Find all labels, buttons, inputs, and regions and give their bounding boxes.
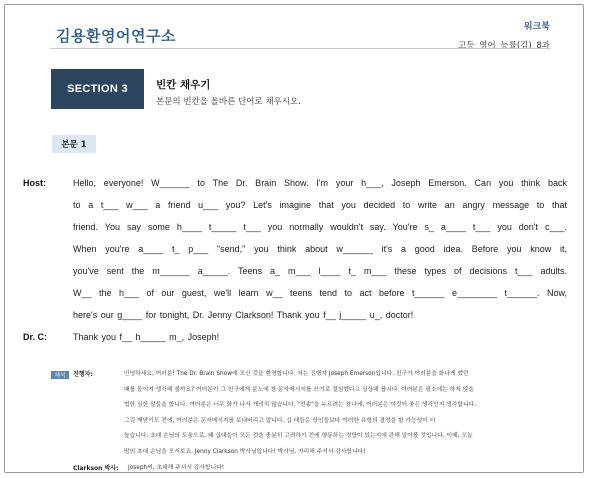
translation-text	[124, 367, 561, 461]
dialogue-line: friend. You say some h____ t_____ t___ you normally wouldn't say. You're s_ a____ t___ you don't c___.	[73, 222, 567, 232]
translation-entry-clarkson	[51, 461, 561, 477]
translation-entry-host	[51, 367, 561, 461]
worksheet-page	[4, 4, 584, 473]
translation-speaker: 진행자:	[73, 371, 93, 378]
dialogue-line: you've sent the m______ a_____. Teens a_ m___ l____ t_ m___ these types of decisions t___ adults.	[73, 266, 567, 276]
dialogue-text	[73, 326, 567, 348]
translation-line: 안녕하세요, 여러분! The Dr. Brain Show에 오신 것을 환영합니다. 저는 진행자 Joseph Emerson입니다. 친구가 여러분을 화나게 했던	[124, 371, 469, 377]
dialogue-passage	[15, 172, 567, 348]
section-badge: SECTION 3	[51, 69, 144, 109]
dialogue-line: Hello, everyone! W______ to The Dr. Brain Show. I'm your h___, Joseph Emerson. Can you think back	[73, 178, 567, 188]
translation-line: Joseph씨, 초대해 주셔서 감사합니다!	[128, 464, 225, 471]
translation-line: 그걸 깨닫기도 전에, 여러분은 문자메시지를 보내버리고 맙니다. 십 대들은 성인들보다 이러한 유형의 결정을 할 가능성이 더	[124, 417, 436, 424]
dialogue-line: to a t___ w___ a friend u___ you? Let's imagine that you decided to write an angry message to that	[73, 200, 567, 210]
translation-speaker: Clarkson 박사:	[73, 464, 119, 472]
course-label: 고등 영어 능률(김) 8과	[458, 41, 550, 51]
workbook-label: 워크북	[523, 22, 550, 32]
speaker-label: Host:	[23, 178, 46, 188]
dialogue-text	[73, 172, 567, 326]
translation-line: 법한 심한 말들을 합니다. 여러분은 너무 화가 나서 개의치 않습니다. "전송"을 누르려는 참나에, 여러분은 이것이 좋은 생각인지 생각합니다.	[124, 402, 477, 409]
dialogue-entry-host	[15, 172, 567, 326]
translation-line: 때를 돌이켜 생각해 볼까요? 여러분이 그 친구에게 분노에 찬 문자메시지를 쓰기로 결심했다고 상상해 봅시다. 여러분은 평소에는 하지 않을	[124, 386, 474, 393]
dialogue-line: here's our g____ for tonight, Dr. Jenny Clarkson! Thank you f__ j_____ u_, doctor!	[73, 310, 414, 320]
dialogue-line: When you're a____ t_ p___ "send," you think about w______ it's a good idea. Before you know it,	[73, 244, 567, 254]
header-divider	[50, 48, 551, 49]
translation-line: 밤의 초대 손님을 모셔보죠. Jenny Clarkson 박사님입니다! 박사님, 자리해 주셔서 감사합니다!	[124, 448, 366, 455]
section-title: 빈칸 채우기	[156, 79, 211, 91]
translation-badge: 해석	[51, 371, 69, 379]
dialogue-entry-dr-c	[15, 326, 567, 348]
header-info	[458, 19, 550, 51]
section-instruction: 본문의 빈칸을 올바른 단어로 채우시오.	[156, 97, 301, 107]
translation-block	[51, 367, 561, 476]
translation-line: 높습니다. 초대 손님의 도움으로, 왜 십대들이 모든 것을 충분히 고려하기 전에 행동하는 경향이 있는지에 관해 알아볼 것입니다. 이제, 오늘	[124, 433, 473, 440]
brand-logo-text: 김용환영어연구소	[56, 27, 176, 45]
dialogue-line: Thank you f__ h_____ m_, Joseph!	[73, 332, 220, 342]
passage-tag: 본문 1	[52, 135, 96, 153]
dialogue-line: W__ the h___ of our guest, we'll learn w__ teens tend to act before t______ e________ t______. Now,	[73, 288, 567, 298]
translation-text	[128, 461, 561, 477]
speaker-label: Dr. C:	[23, 332, 48, 342]
